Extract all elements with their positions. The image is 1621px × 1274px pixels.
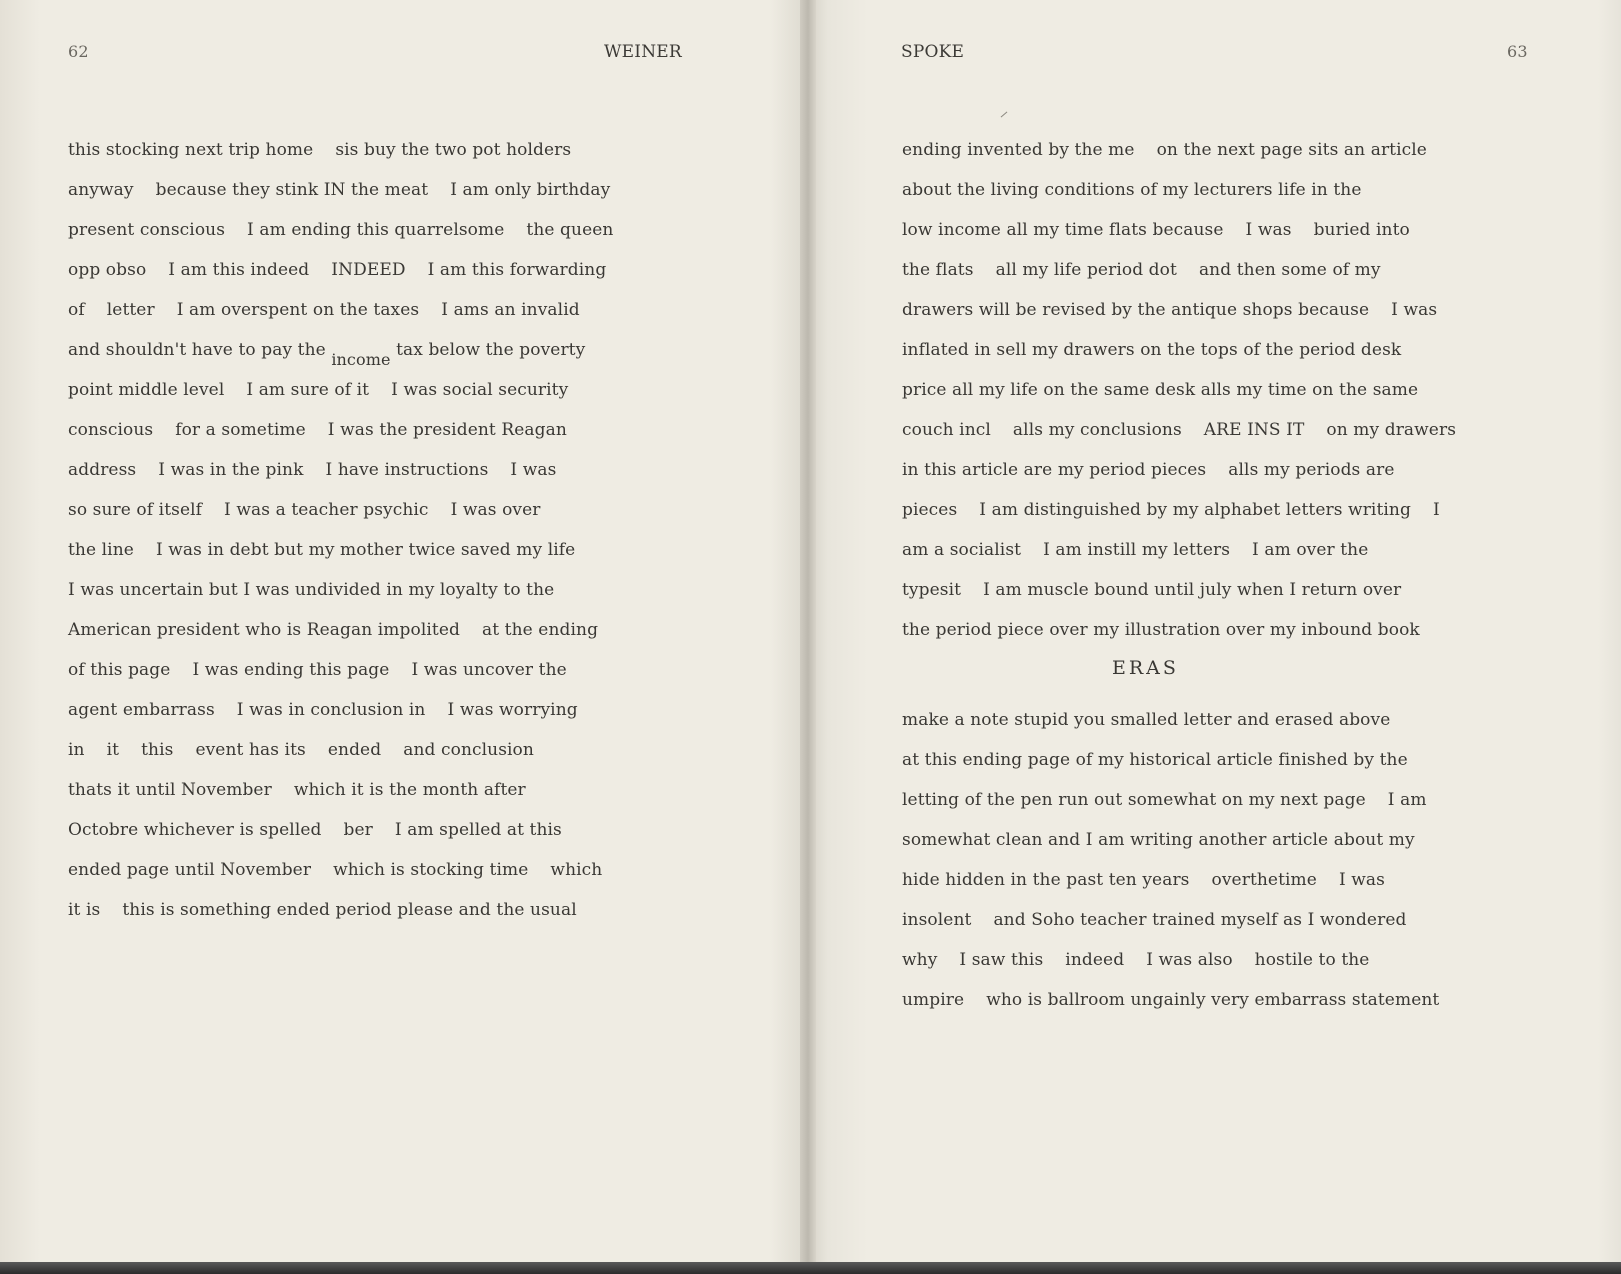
left-line-6-head: and shouldn't have to pay the: [68, 340, 326, 360]
right-line-6: inflated in sell my drawers on the tops of the period desk: [902, 340, 1402, 360]
right-line-13: the period piece over my illustration over my inbound book: [902, 620, 1420, 640]
right-line-5: drawers will be revised by the antique shops because I was: [902, 300, 1438, 320]
left-line-11: the line I was in debt but my mother twice saved my life: [68, 540, 576, 560]
left-line-18: Octobre whichever is spelled ber I am spelled at this: [68, 820, 562, 840]
left-line-15: agent embarrass I was in conclusion in I was worrying: [68, 700, 578, 720]
left-line-14: of this page I was ending this page I was uncover the: [68, 660, 567, 680]
right-line-20: why I saw this indeed I was also hostile to the: [902, 950, 1370, 970]
left-line-9: address I was in the pink I have instructions I was: [68, 460, 557, 480]
right-running-head: SPOKE: [901, 42, 965, 62]
right-line-16: letting of the pen run out somewhat on my next page I am: [902, 790, 1427, 810]
right-line-21: umpire who is ballroom ungainly very embarrass statement: [902, 990, 1440, 1010]
left-line-7: point middle level I am sure of it I was social security: [68, 380, 569, 400]
right-line-2: about the living conditions of my lecturers life in the: [902, 180, 1362, 200]
left-line-3: present conscious I am ending this quarrelsome the queen: [68, 220, 614, 240]
left-line-10: so sure of itself I was a teacher psychic I was over: [68, 500, 541, 520]
right-page-number: 63: [1507, 42, 1528, 61]
left-line-6: [68, 340, 586, 369]
left-line-20: it is this is something ended period please and the usual: [68, 900, 577, 920]
right-line-15: at this ending page of my historical article finished by the: [902, 750, 1408, 770]
left-line-17: thats it until November which it is the month after: [68, 780, 526, 800]
right-line-1: ending invented by the me on the next page sits an article: [902, 140, 1427, 160]
left-line-2: anyway because they stink IN the meat I am only birthday: [68, 180, 611, 200]
left-line-1: this stocking next trip home sis buy the two pot holders: [68, 140, 572, 160]
right-line-8: couch incl alls my conclusions ARE INS IT on my drawers: [902, 420, 1457, 440]
right-page: [808, 0, 1621, 1262]
right-line-19: insolent and Soho teacher trained myself as I wondered: [902, 910, 1407, 930]
left-page-number: 62: [68, 42, 89, 61]
left-line-8: conscious for a sometime I was the president Reagan: [68, 420, 567, 440]
right-line-17: somewhat clean and I am writing another article about my: [902, 830, 1415, 850]
right-line-10: pieces I am distinguished by my alphabet letters writing I: [902, 500, 1440, 520]
right-line-9: in this article are my period pieces alls my periods are: [902, 460, 1395, 480]
left-line-16: in it this event has its ended and conclusion: [68, 740, 534, 760]
left-line-19: ended page until November which is stocking time which: [68, 860, 603, 880]
right-line-3: low income all my time flats because I was buried into: [902, 220, 1410, 240]
left-line-4: opp obso I am this indeed INDEED I am this forwarding: [68, 260, 607, 280]
left-line-12: I was uncertain but I was undivided in my loyalty to the: [68, 580, 555, 600]
scan-edge: [0, 1262, 1621, 1274]
right-line-14: make a note stupid you smalled letter and erased above: [902, 710, 1391, 730]
left-running-head: WEINER: [604, 42, 682, 62]
right-line-18: hide hidden in the past ten years overthetime I was: [902, 870, 1385, 890]
left-line-13: American president who is Reagan impolited at the ending: [68, 620, 599, 640]
right-line-4: the flats all my life period dot and then some of my: [902, 260, 1381, 280]
right-line-12: typesit I am muscle bound until july when I return over: [902, 580, 1402, 600]
left-line-6-tail: tax below the poverty: [396, 340, 586, 360]
right-line-11: am a socialist I am instill my letters I am over the: [902, 540, 1369, 560]
section-heading-eras: ERAS: [1112, 657, 1179, 679]
book-gutter: [800, 0, 816, 1262]
left-page: [0, 0, 808, 1262]
right-line-7: price all my life on the same desk alls my time on the same: [902, 380, 1419, 400]
left-line-5: of letter I am overspent on the taxes I ams an invalid: [68, 300, 580, 320]
income-subscript: income: [331, 350, 391, 369]
